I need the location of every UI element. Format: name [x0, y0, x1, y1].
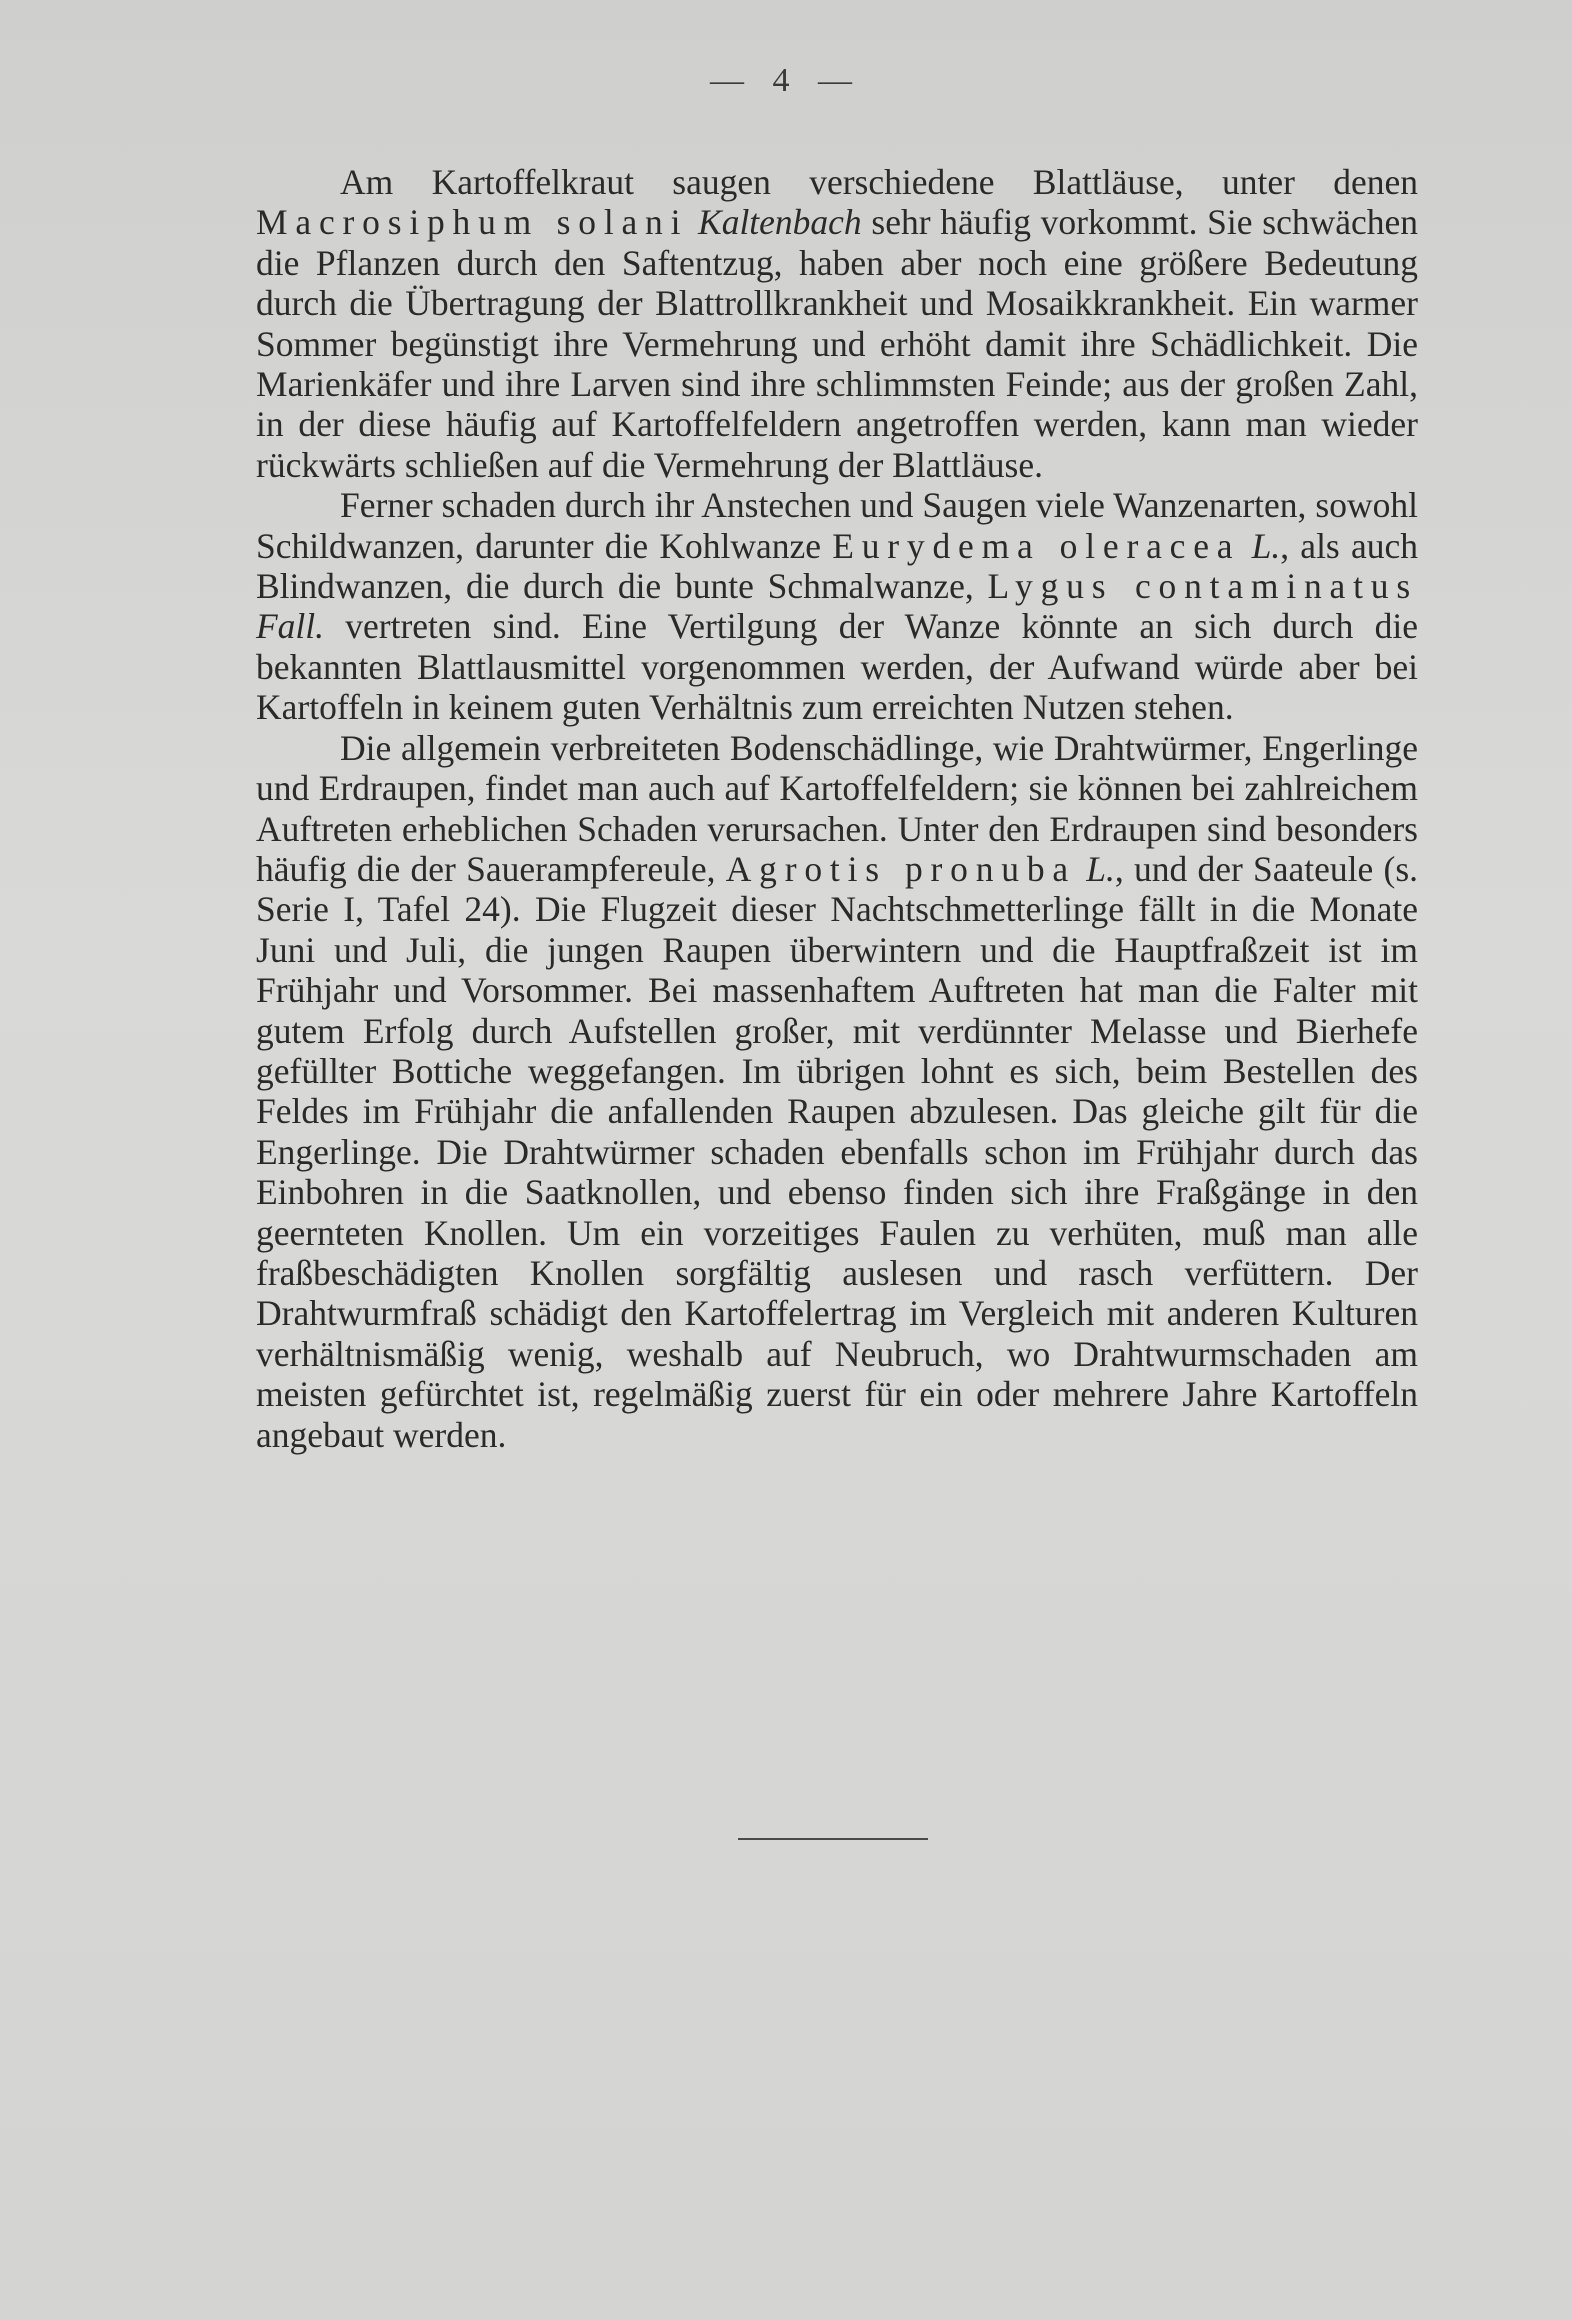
text-run: vertreten sind. Eine Vertilgung der Wanze könnte an sich durch die bekannten Blattlausmittel vorgenommen werden, der Aufwand würde aber bei Kartoffeln in keinem guten Verhältnis zum erreichten Nutzen stehen.	[256, 606, 1418, 728]
paragraph-aphids	[256, 162, 1418, 485]
text-run: , und der Saateule (s. Serie I, Tafel 24). Die Flugzeit dieser Nachtschmetterlinge fällt in die Monate Juni und Juli, die jungen Raupen überwintern und die Hauptfraßzeit ist im Frühjahr und Vorsommer. Bei massenhaftem Auftreten hat man die Falter mit gutem Erfolg durch Aufstellen großer, mit verdünnter Melasse und Bierhefe gefüllter Bottiche weggefangen. Im übrigen lohnt es sich, beim Bestellen des Feldes im Frühjahr die anfallenden Raupen abzulesen. Das gleiche gilt für die Engerlinge. Die Drahtwürmer schaden ebenfalls schon im Frühjahr durch das Einbohren in die Saatknollen, und ebenso finden sich ihre Fraßgänge in den geernteten Knollen. Um ein vorzeitiges Faulen zu verhüten, muß man alle fraßbeschädigten Knollen sorgfältig auslesen und rasch verfüttern. Der Drahtwurmfraß schädigt den Kartoffelertrag im Vergleich mit anderen Kulturen verhältnismäßig wenig, weshalb auf Neubruch, wo Drahtwurmschaden am meisten gefürchtet ist, regelmäßig zuerst für ein oder mehrere Jahre Kartoffeln angebaut werden.	[256, 848, 1419, 1455]
species-name: Macrosiphum solani	[256, 202, 689, 243]
text-run: Die allgemein verbreiteten Bodenschädlinge, wie Drahtwürmer, Engerlinge und Erdraupen, findet man auch auf Kartoffelfeldern; sie können bei zahlreichem Auftreten erheblichen Schaden verursachen. Unter den Erdraupen sind besonders häufig die der Sauerampfereule,	[256, 727, 1418, 889]
body-text	[256, 162, 1418, 1455]
text-run: Ferner schaden durch ihr Anstechen und Saugen viele Wanzenarten, sowohl Schildwanzen, darunter die Kohlwanze	[256, 485, 1418, 566]
text-run: Am Kartoffelkraut saugen verschiedene Blattläuse, unter denen	[340, 162, 1418, 202]
text-run: , als auch Blindwanzen, die durch die bunte Schmalwanze,	[256, 525, 1418, 607]
species-name: Eurydema oleracea	[832, 525, 1241, 566]
text-run	[688, 202, 698, 242]
species-author: Fall.	[256, 606, 325, 647]
page-number: — 4 —	[710, 62, 862, 99]
species-author: L.	[1086, 848, 1115, 889]
species-name: Lygus contaminatus	[987, 566, 1418, 607]
text-run: sehr häufig vorkommt. Sie schwächen die Pflanzen durch den Saftentzug, haben aber noch eine größere Bedeutung durch die Übertragung der Blattrollkrankheit und Mosaikkrankheit. Ein warmer Sommer begünstigt ihre Vermehrung und erhöht damit ihre Schädlichkeit. Die Marienkäfer und ihre Larven sind ihre schlimmsten Feinde; aus der großen Zahl, in der diese häufig auf Kartoffelfeldern angetroffen werden, kann man wieder rückwärts schließen auf die Vermehrung der Blattläuse.	[256, 202, 1418, 485]
paragraph-soil-pests	[256, 728, 1418, 1455]
species-name: Agrotis pronuba	[725, 848, 1076, 889]
text-run	[1240, 526, 1251, 566]
text-run	[1076, 849, 1086, 889]
paragraph-bugs	[256, 485, 1418, 727]
species-author: L.	[1251, 525, 1281, 566]
end-rule	[738, 1838, 928, 1840]
species-author: Kaltenbach	[698, 202, 862, 243]
